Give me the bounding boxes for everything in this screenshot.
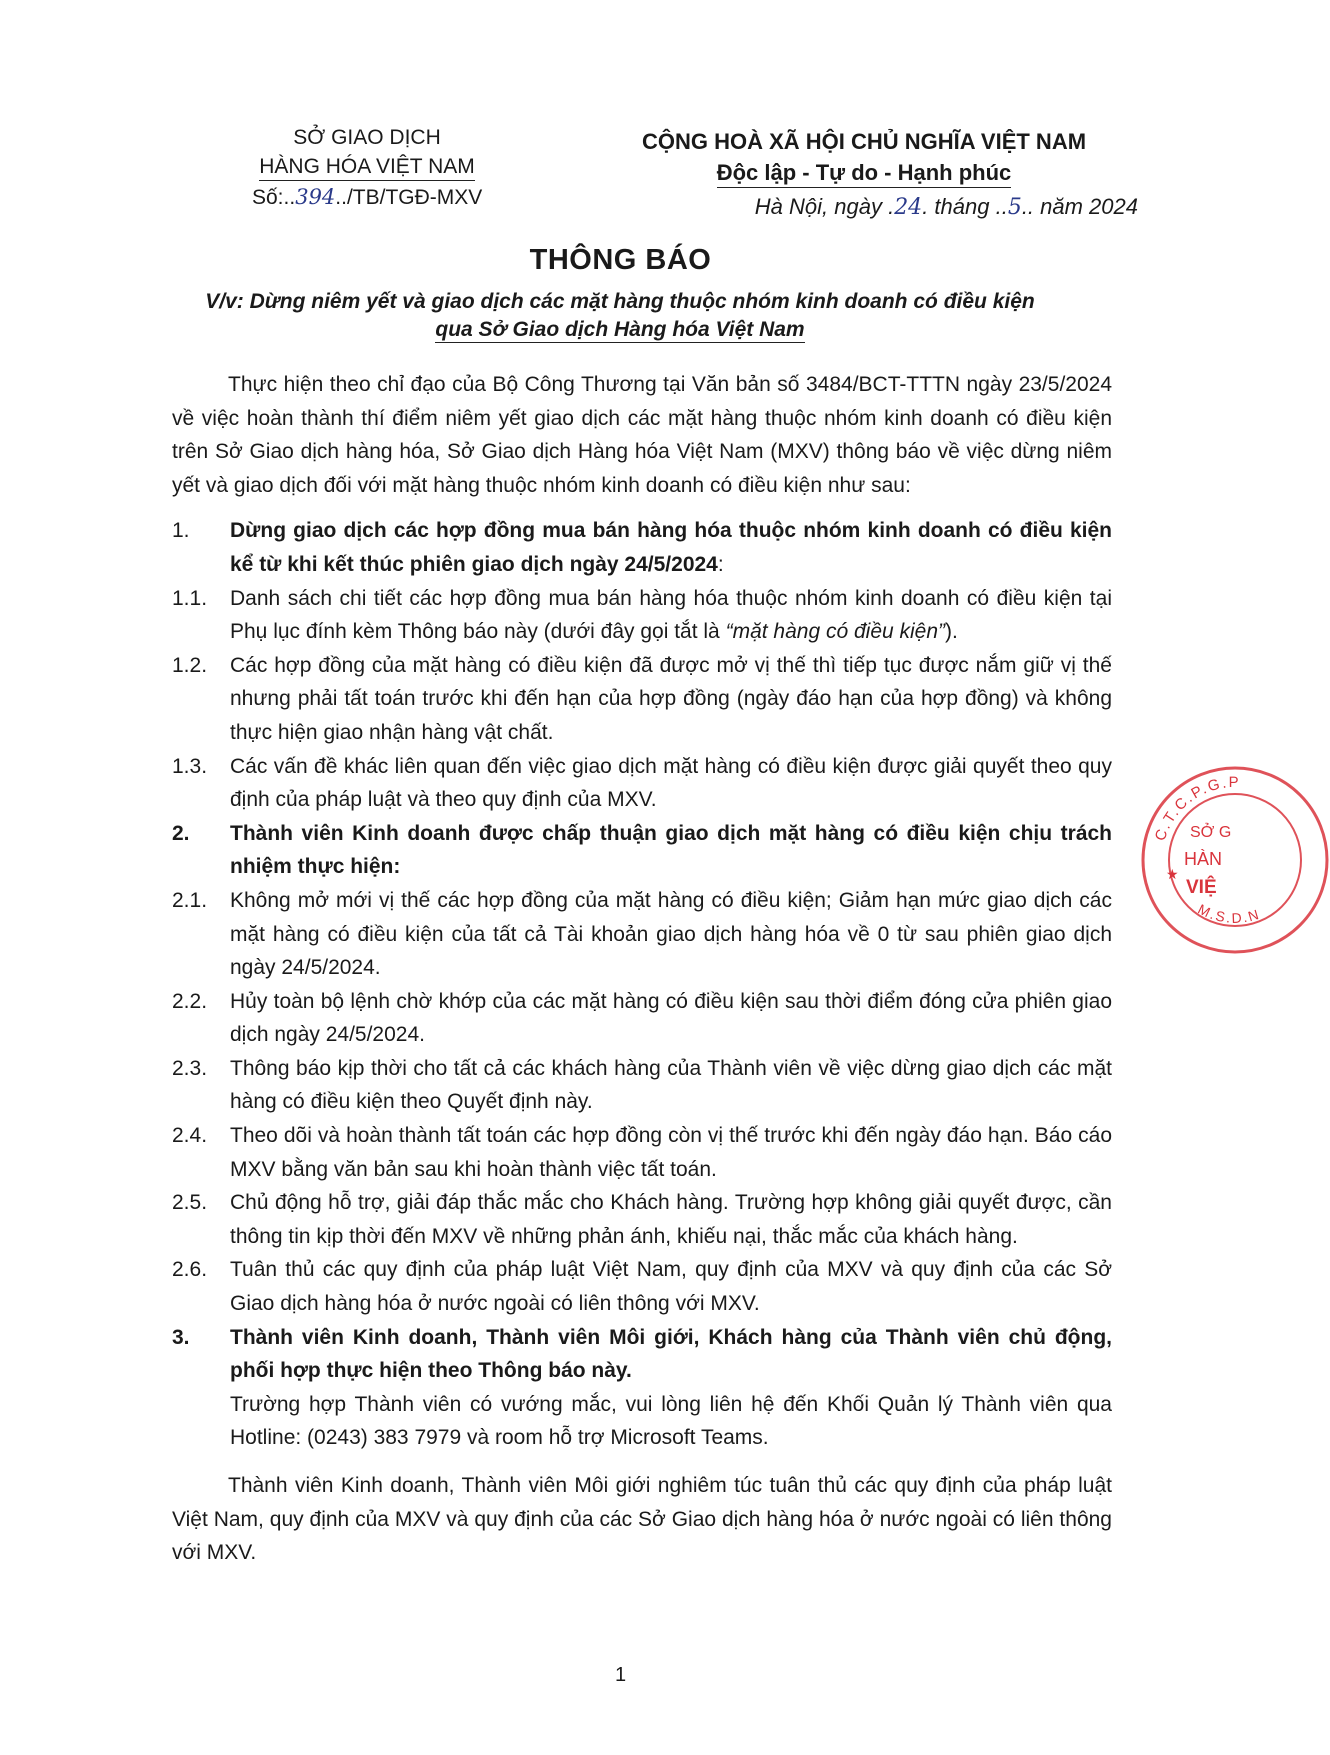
seal-center-line2: HÀN xyxy=(1184,849,1223,869)
seal-center-line1: SỞ G xyxy=(1190,824,1232,841)
seal-ring-text-bottom: M.S.D.N xyxy=(1195,900,1263,926)
item-number: 2.1. xyxy=(172,888,208,912)
subject-line2: qua Sở Giao dịch Hàng hóa Việt Nam xyxy=(435,318,805,341)
item-text: Không mở mới vị thế các hợp đồng của mặt hàng có điều kiện; Giảm hạn mức giao dịch các mặt hàng có điều kiện của tất cả Tài khoản giao dịch hàng hóa về 0 từ sau phiên giao dịch ngày 24/5/2024. xyxy=(230,888,1112,980)
month-handwritten: 5 xyxy=(1007,195,1022,220)
list-item xyxy=(172,985,1112,1052)
docno-suffix: ../TB/TGĐ-MXV xyxy=(335,186,483,209)
item-number: 1.3. xyxy=(172,754,208,778)
item-number: 2.6. xyxy=(172,1258,208,1282)
list-item xyxy=(172,1253,1112,1320)
national-motto: Độc lập - Tự do - Hạnh phúc xyxy=(717,159,1012,188)
item-text: Theo dõi và hoàn thành tất toán các hợp đồng còn vị thế trước khi đến ngày đáo hạn. Báo cáo MXV bằng văn bản sau khi hoàn thành việc tất toán. xyxy=(230,1124,1112,1181)
list-item xyxy=(172,750,1112,817)
docno-prefix: Số:.. xyxy=(252,186,296,209)
item-text: Thông báo kịp thời cho tất cả các khách hàng của Thành viên về việc dừng giao dịch các mặt hàng có điều kiện theo Quyết định này. xyxy=(230,1056,1112,1114)
docno-handwritten: 394 xyxy=(295,185,336,209)
item-text: Các hợp đồng của mặt hàng có điều kiện đã được mở vị thế thì tiếp tục được nắm giữ vị thế nhưng phải tất toán trước khi đến hạn của hợp đồng (ngày đáo hạn của hợp đồng) và không thực hiện giao nhận hàng vật chất. xyxy=(230,653,1112,744)
item3-note: Trường hợp Thành viên có vướng mắc, vui lòng liên hệ đến Khối Quản lý Thành viên qua Hotline: (0243) 383 7979 và room hỗ trợ Microsoft Teams. xyxy=(230,1392,1112,1450)
national-header xyxy=(590,126,1138,223)
list-item xyxy=(172,1321,1112,1388)
item-text: Hủy toàn bộ lệnh chờ khớp của các mặt hàng có điều kiện sau thời điểm đóng cửa phiên giao dịch ngày 24/5/2024. xyxy=(230,989,1112,1047)
list-item xyxy=(172,1186,1112,1253)
list-item xyxy=(172,514,1112,581)
seal-star: ★ xyxy=(1166,867,1179,883)
item-number: 1.1. xyxy=(172,586,208,610)
item-number: 2.4. xyxy=(172,1124,208,1148)
date-prefix: Hà Nội, ngày . xyxy=(754,194,895,219)
item-number: 2.5. xyxy=(172,1191,208,1215)
list-item xyxy=(172,1119,1112,1186)
item-number: 2.3. xyxy=(172,1056,208,1080)
list-item xyxy=(172,817,1112,884)
item-text: Tuân thủ các quy định của pháp luật Việt Nam, quy định của MXV và quy định của các Sở Giao dịch hàng hóa ở nước ngoài có liên thông với MXV. xyxy=(230,1258,1112,1316)
item-bold-text: Dừng giao dịch các hợp đồng mua bán hàng hóa thuộc nhóm kinh doanh có điều kiện kể từ khi kết thúc phiên giao dịch ngày 24/5/2024 xyxy=(230,519,1112,576)
document-body xyxy=(172,368,1112,1570)
document-subject xyxy=(160,288,1080,344)
date-suffix: .. năm 2024 xyxy=(1021,194,1138,219)
issuer-name-line2: HÀNG HÓA VIỆT NAM xyxy=(259,154,475,181)
subject-line1: V/v: Dừng niêm yết và giao dịch các mặt hàng thuộc nhóm kinh doanh có điều kiện xyxy=(205,290,1035,313)
item-text-italic: “mặt hàng có điều kiện” xyxy=(725,620,946,644)
item-text: Thành viên Kinh doanh được chấp thuận giao dịch mặt hàng có điều kiện chịu trách nhiệm thực hiện: xyxy=(230,821,1112,879)
item-number: 1. xyxy=(172,519,190,543)
list-item xyxy=(172,582,1112,649)
item-number: 3. xyxy=(172,1325,190,1349)
intro-paragraph: Thực hiện theo chỉ đạo của Bộ Công Thương tại Văn bản số 3484/BCT-TTTN ngày 23/5/2024 về việc hoàn thành thí điểm niêm yết giao dịch các mặt hàng thuộc nhóm kinh doanh có điều kiện trên Sở Giao dịch hàng hóa, Sở Giao dịch Hàng hóa Việt Nam (MXV) thông báo về việc dừng niêm yết và giao dịch đối với mặt hàng thuộc nhóm kinh doanh có điều kiện như sau: xyxy=(172,373,1112,497)
company-seal-icon xyxy=(1140,765,1330,955)
list-item xyxy=(172,884,1112,985)
list-item xyxy=(172,1052,1112,1119)
issuer-block xyxy=(232,123,502,212)
item-number: 1.2. xyxy=(172,653,208,677)
item-text xyxy=(230,582,1112,649)
item-text: Chủ động hỗ trợ, giải đáp thắc mắc cho Khách hàng. Trường hợp không giải quyết được, cần thông tin kịp thời đến MXV về những phản ánh, khiếu nại, thắc mắc của khách hàng. xyxy=(230,1191,1112,1248)
item-text xyxy=(230,514,1112,581)
issuer-name-line1: SỞ GIAO DỊCH xyxy=(293,126,441,149)
item-text: Các vấn đề khác liên quan đến việc giao dịch mặt hàng có điều kiện được giải quyết theo quy định của pháp luật và theo quy định của MXV. xyxy=(230,754,1112,812)
item-text: Thành viên Kinh doanh, Thành viên Môi giới, Khách hàng của Thành viên chủ động, phối hợp thực hiện theo Thông báo này. xyxy=(230,1325,1112,1383)
item-number: 2. xyxy=(172,821,190,845)
nation-name: CỘNG HOÀ XÃ HỘI CHỦ NGHĨA VIỆT NAM xyxy=(641,129,1087,154)
document-number xyxy=(232,183,502,212)
issue-date xyxy=(590,191,1138,223)
item-tail: : xyxy=(717,552,724,576)
item-text-a: Danh sách chi tiết các hợp đồng mua bán hàng hóa thuộc nhóm kinh doanh có điều kiện tại Phụ lục đính kèm Thông báo này (dưới đây gọi tắt là xyxy=(230,586,1112,644)
page-number: 1 xyxy=(614,1664,627,1686)
date-mid: . tháng .. xyxy=(922,194,1008,219)
day-handwritten: 24 xyxy=(894,195,923,220)
seal-center-line3: VIỆ xyxy=(1186,877,1217,898)
item-text-b: ). xyxy=(945,620,958,644)
list-item xyxy=(172,649,1112,750)
item-number: 2.2. xyxy=(172,989,208,1013)
document-title: THÔNG BÁO xyxy=(529,244,712,276)
closing-paragraph: Thành viên Kinh doanh, Thành viên Môi giới nghiêm túc tuân thủ các quy định của pháp luật Việt Nam, quy định của MXV và quy định của các Sở Giao dịch hàng hóa ở nước ngoài có liên thông với MXV. xyxy=(172,1474,1112,1565)
seal-ring-text: C.T.C.P.G.P xyxy=(1151,773,1241,844)
